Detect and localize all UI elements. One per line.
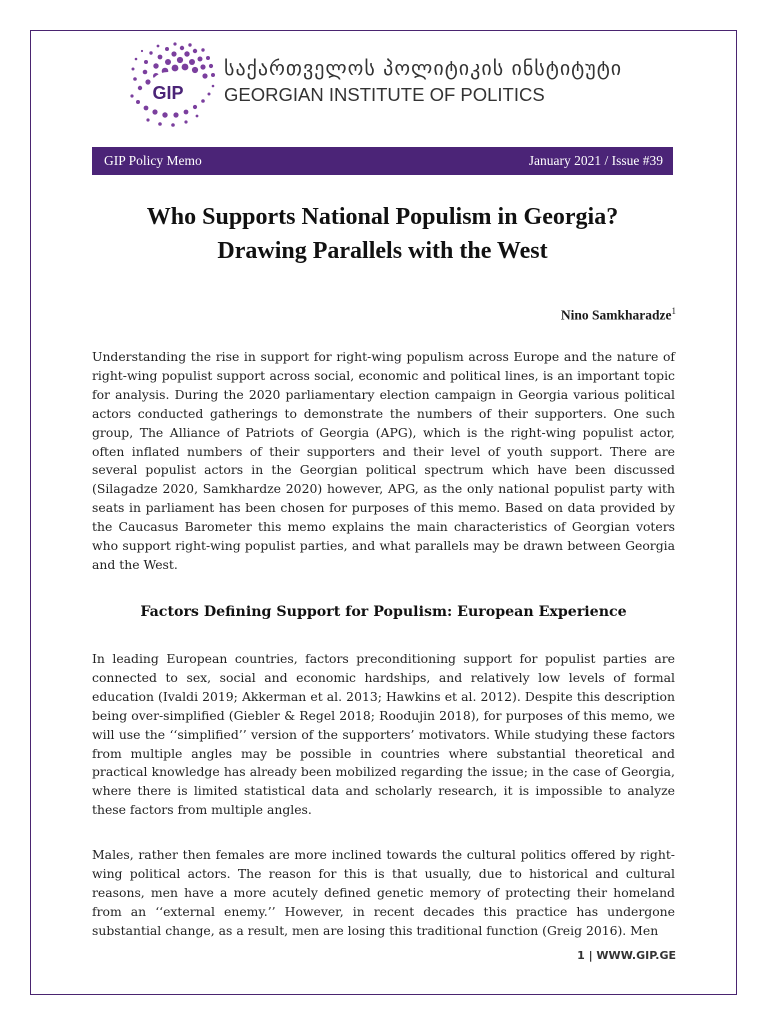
org-name-georgian: საქართველოს პოლიტიკის ინსტიტუტი [224,56,623,80]
section-paragraph-1: In leading European countries, factors preconditioning support for populist parties are connected to sex, social and economic hardships, and relatively low levels of formal education (Ivaldi 2019; Akkerman et al. 2013; Hawkins et al. 2012). Despite this description being over-simplified (Giebler & Regel 2018; Roodujin 2018), for purposes of this memo, we will use the ‘‘simplified’’ version of the supporters’ motivators. While studying these factors from multiple angles may be possible in countries where substantial theoretical and practical knowledge has already been mobilized regarding the issue; in the case of Georgia, where there is limited statistical data and scholarly research, it is impossible to analyze these factors from multiple angles. [92,651,675,818]
document-title [92,200,673,268]
section-paragraph-2: Males, rather then females are more inclined towards the cultural politics offered by right-wing political actors. The reason for this is that usually, due to historical and cultural reasons, men have a more acutely defined genetic memory of protecting their homeland from an ‘‘external enemy.’’ However, in recent decades this practice has undergone substantial change, as a result, men are losing this traditional function (Greig 2016). Men [92,847,675,938]
svg-text:GIP: GIP [152,83,184,103]
author-footnote-marker[interactable]: 1 [671,306,676,316]
gip-logo [118,36,623,132]
gip-logo-icon [118,36,218,132]
author [561,306,676,324]
intro-paragraph: Understanding the rise in support for right-wing populism across Europe and the nature of right-wing populist support across social, economic and political lines, is an important topic for analysis. During the 2020 parliamentary election campaign in Georgia various political actors conducted gatherings to demonstrate the numbers of their supporters. One such group, The Alliance of Patriots of Georgia (APG), which is the right-wing populist actor, often inflated numbers of their supporters and their level of youth support. There are several populist actors in the Georgian political spectrum which have been discussed (Silagadze 2020, Samkhardze 2020) however, APG, as the only national populist party with seats in parliament has been chosen for purposes of this memo. Based on data provided by the Caucasus Barometer this memo explains the main characteristics of Georgian voters who support right-wing populist parties, and what parallels may be drawn between Georgia and the West. [92,349,675,572]
author-name: Nino Samkharadze [560,307,672,323]
page-footer: 1 | WWW.GIP.GE [577,949,676,962]
title-line-1: Who Supports National Populism in Georgia? [146,204,619,230]
banner-issue-date: January 2021 / Issue #39 [528,153,663,168]
section-heading: Factors Defining Support for Populism: European Experience [140,604,627,620]
title-line-2: Drawing Parallels with the West [217,238,548,264]
policy-memo-banner [92,147,673,175]
banner-series-label: GIP Policy Memo [104,153,202,168]
org-name-english: GEORGIAN INSTITUTE OF POLITICS [224,84,545,105]
